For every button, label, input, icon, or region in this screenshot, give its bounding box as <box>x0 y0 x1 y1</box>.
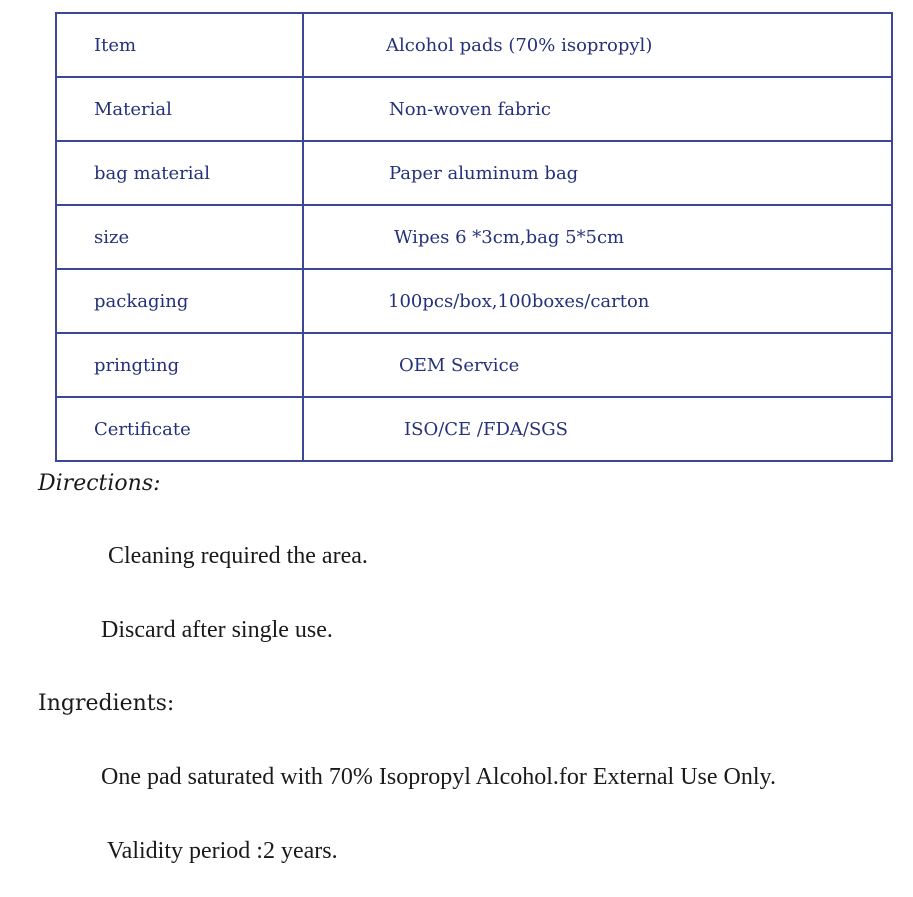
row-label-item: Item <box>56 13 303 77</box>
table-row <box>56 397 892 461</box>
spec-table <box>55 12 893 462</box>
directions-heading: Directions: <box>38 471 161 496</box>
row-value-bag-material: Paper aluminum bag <box>303 141 892 205</box>
ingredients-line: One pad saturated with 70% Isopropyl Alcohol.for External Use Only. <box>101 764 776 790</box>
directions-line: Cleaning required the area. <box>108 543 368 569</box>
table-row <box>56 269 892 333</box>
row-label-material: Material <box>56 77 303 141</box>
row-value-material: Non-woven fabric <box>303 77 892 141</box>
row-value-printing: OEM Service <box>303 333 892 397</box>
table-row <box>56 77 892 141</box>
ingredients-line: Validity period :2 years. <box>107 838 338 864</box>
table-row <box>56 141 892 205</box>
table-row <box>56 13 892 77</box>
row-value-item: Alcohol pads (70% isopropyl) <box>303 13 892 77</box>
table-row <box>56 333 892 397</box>
row-label-packaging: packaging <box>56 269 303 333</box>
ingredients-heading: Ingredients: <box>38 691 175 716</box>
row-value-certificate: ISO/CE /FDA/SGS <box>303 397 892 461</box>
row-value-size: Wipes 6 *3cm,bag 5*5cm <box>303 205 892 269</box>
row-label-printing: pringting <box>56 333 303 397</box>
table-row <box>56 205 892 269</box>
row-label-certificate: Certificate <box>56 397 303 461</box>
directions-line: Discard after single use. <box>101 617 333 643</box>
row-label-size: size <box>56 205 303 269</box>
row-label-bag-material: bag material <box>56 141 303 205</box>
row-value-packaging: 100pcs/box,100boxes/carton <box>303 269 892 333</box>
